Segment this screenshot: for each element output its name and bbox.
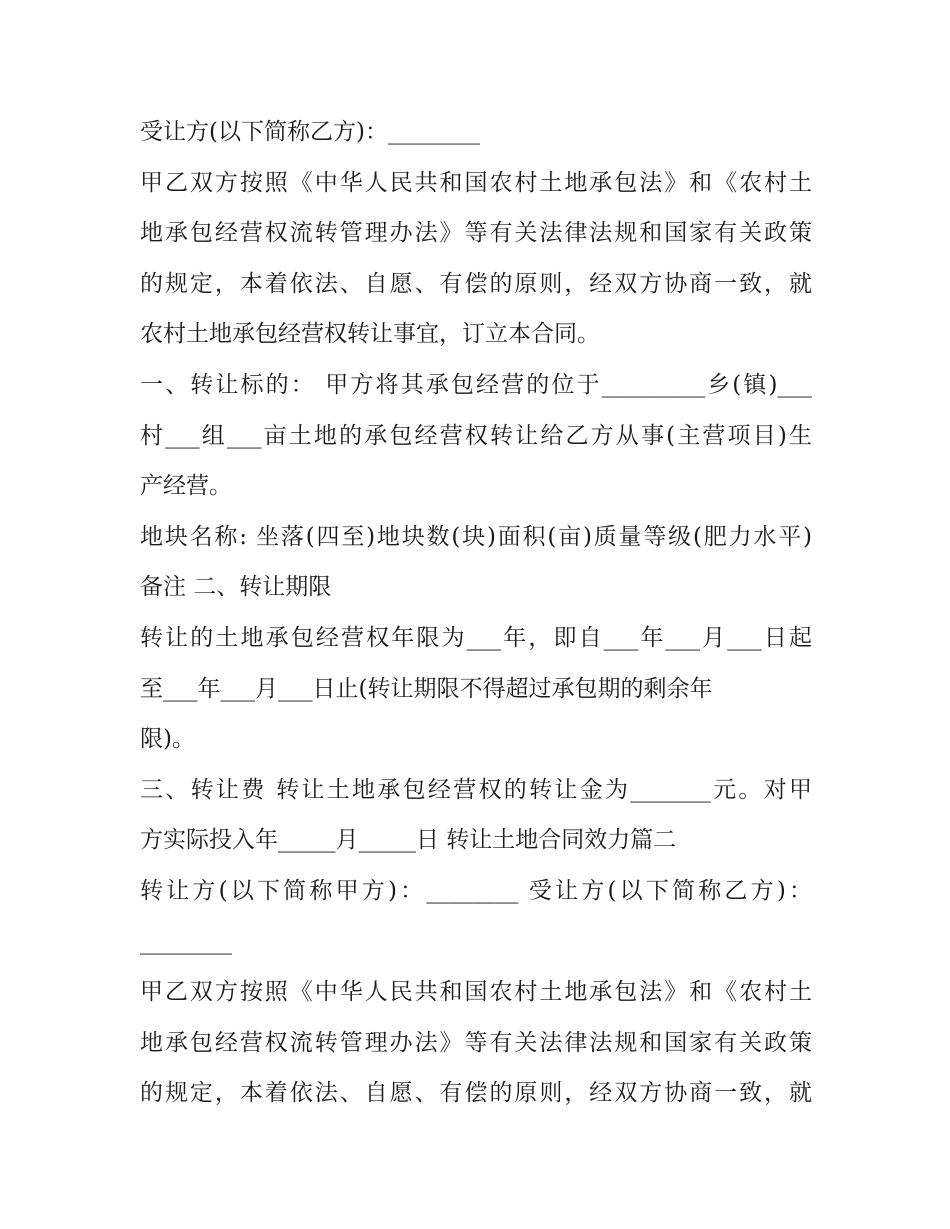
text-line: ________ bbox=[140, 928, 232, 955]
text-line: 甲乙双方按照《中华人民共和国农村土地承包法》和《农村土 bbox=[140, 979, 812, 1006]
text-line: 农村土地承包经营权转让事宜，订立本合同。 bbox=[140, 321, 600, 348]
text-line: 地承包经营权流转管理办法》等有关法律法规和国家有关政策 bbox=[140, 220, 812, 247]
text-line: 方实际投入年_____月_____日 转让土地合同效力篇二 bbox=[140, 827, 677, 854]
text-line: 地块名称: 坐落(四至)地块数(块)面积(亩)质量等级(肥力水平) bbox=[140, 523, 812, 550]
text-line: 受让方(以下简称乙方)：________ bbox=[140, 119, 480, 145]
text-line: 一、转让标的： 甲方将其承包经营的位于_________乡(镇)___ bbox=[140, 371, 812, 398]
text-line: 村___组___亩土地的承包经营权转让给乙方从事(主营项目)生 bbox=[140, 422, 812, 449]
text-line: 地承包经营权流转管理办法》等有关法律法规和国家有关政策 bbox=[140, 1029, 812, 1056]
text-line: 转让的土地承包经营权年限为___年，即自___年___月___日起 bbox=[140, 624, 812, 651]
text-line: 三、转让费 转让土地承包经营权的转让金为_______元。对甲 bbox=[140, 776, 812, 803]
text-line: 甲乙双方按照《中华人民共和国农村土地承包法》和《农村土 bbox=[140, 169, 812, 196]
text-line: 至___年___月___日止(转让期限不得超过承包期的剩余年 bbox=[140, 675, 713, 702]
text-line: 限)。 bbox=[140, 726, 195, 753]
text-line: 产经营。 bbox=[140, 473, 232, 500]
text-line: 转让方(以下简称甲方)：________ 受让方(以下简称乙方)： bbox=[140, 877, 812, 904]
text-line: 备注 二、转让期限 bbox=[140, 574, 332, 601]
document-body bbox=[140, 107, 812, 1119]
text-line: 的规定，本着依法、自愿、有偿的原则，经双方协商一致，就 bbox=[140, 270, 812, 297]
text-line: 的规定，本着依法、自愿、有偿的原则，经双方协商一致，就 bbox=[140, 1080, 812, 1107]
